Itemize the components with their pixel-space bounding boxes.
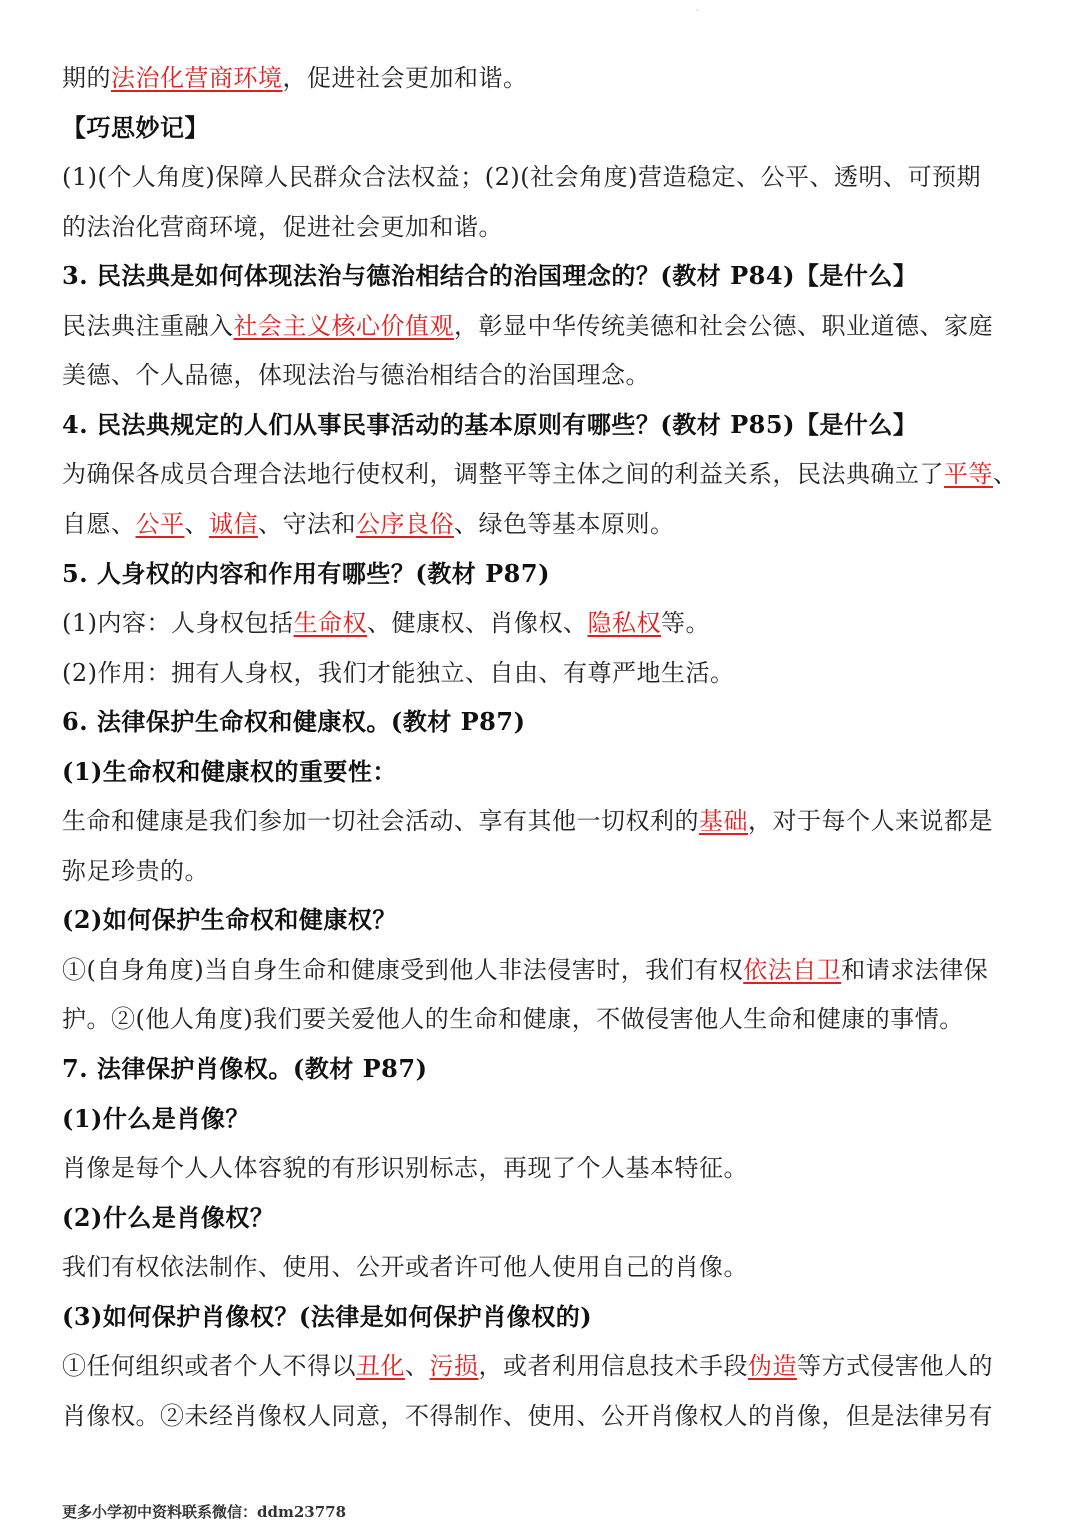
text-line	[62, 999, 1022, 1039]
text-segment: (2)作用：拥有人身权，我们才能独立、自由、有尊严地生活。	[62, 659, 735, 687]
text-segment: 我们有权依法制作、使用、公开或者许可他人使用自己的肖像。	[62, 1253, 748, 1281]
highlighted-term: 诚信	[209, 510, 258, 538]
text-segment: 肖像权。②未经肖像权人同意，不得制作、使用、公开肖像权人的肖像，但是法律另有	[62, 1402, 993, 1430]
highlighted-term: 丑化	[356, 1352, 405, 1380]
text-segment: 期的	[62, 64, 111, 92]
text-segment: 自愿、	[62, 510, 136, 538]
text-segment: (3)如何保护肖像权？(法律是如何保护肖像权的)	[62, 1302, 593, 1331]
text-segment: 生命和健康是我们参加一切社会活动、享有其他一切权利的	[62, 807, 699, 835]
highlighted-term: 社会主义核心价值观	[233, 312, 454, 340]
text-segment: (1)内容：人身权包括	[62, 609, 294, 637]
section-heading	[62, 1297, 1022, 1337]
text-segment: ，对于每个人来说都是	[748, 807, 993, 835]
text-segment: 3. 民法典是如何体现法治与德治相结合的治国理念的？(教材 P84)【是什么】	[62, 261, 918, 290]
text-line	[62, 58, 1022, 98]
text-segment: 、	[184, 510, 209, 538]
text-segment: 、	[405, 1352, 430, 1380]
highlighted-term: 法治化营商环境	[111, 64, 283, 92]
highlighted-term: 生命权	[293, 609, 367, 637]
text-line	[62, 603, 1022, 643]
text-line	[62, 801, 1022, 841]
top-mark: ·	[696, 6, 699, 15]
text-segment: (1)什么是肖像？	[62, 1104, 250, 1133]
text-line	[62, 454, 1022, 494]
text-segment: (1)(个人角度)保障人民群众合法权益；(2)(社会角度)营造稳定、公平、透明、可预期	[62, 163, 981, 191]
highlighted-term: 隐私权	[587, 609, 661, 637]
text-segment: 为确保各成员合理合法地行使权利，调整平等主体之间的利益关系，民法典确立了	[62, 460, 944, 488]
text-segment: 、	[993, 460, 1018, 488]
text-line	[62, 157, 1022, 197]
text-segment: (1)生命权和健康权的重要性：	[62, 757, 397, 786]
section-heading	[62, 1099, 1022, 1139]
highlighted-term: 平等	[944, 460, 993, 488]
footer-contact: 更多小学初中资料联系微信：ddm23778	[62, 1503, 347, 1521]
text-segment: 7. 法律保护肖像权。(教材 P87)	[62, 1054, 428, 1083]
section-heading	[62, 405, 1022, 445]
text-line	[62, 306, 1022, 346]
text-line	[62, 207, 1022, 247]
text-segment: 等。	[661, 609, 710, 637]
text-segment: ①(自身角度)当自身生命和健康受到他人非法侵害时，我们有权	[62, 956, 744, 984]
text-segment: 和请求法律保	[841, 956, 989, 984]
text-segment: 等方式侵害他人的	[797, 1352, 993, 1380]
section-heading	[62, 256, 1022, 296]
text-segment: 5. 人身权的内容和作用有哪些？(教材 P87)	[62, 559, 550, 588]
text-segment: (2)什么是肖像权？	[62, 1203, 275, 1232]
section-heading	[62, 702, 1022, 742]
section-heading	[62, 108, 1022, 148]
text-segment: 民法典注重融入	[62, 312, 234, 340]
section-heading	[62, 900, 1022, 940]
text-line	[62, 653, 1022, 693]
text-segment: ，或者利用信息技术手段	[478, 1352, 748, 1380]
text-line	[62, 950, 1022, 990]
text-segment: 美德、个人品德，体现法治与德治相结合的治国理念。	[62, 361, 650, 389]
text-segment: 【巧思妙记】	[62, 113, 209, 142]
highlighted-term: 公平	[135, 510, 185, 538]
highlighted-term: 基础	[699, 807, 748, 835]
text-segment: 弥足珍贵的。	[62, 857, 209, 885]
text-segment: 、健康权、肖像权、	[367, 609, 588, 637]
text-line	[62, 851, 1022, 891]
text-line	[62, 1346, 1022, 1386]
text-segment: 4. 民法典规定的人们从事民事活动的基本原则有哪些？(教材 P85)【是什么】	[62, 410, 918, 439]
section-heading	[62, 752, 1022, 792]
text-line	[62, 1396, 1022, 1436]
text-segment: 护。②(他人角度)我们要关爱他人的生命和健康，不做侵害他人生命和健康的事情。	[62, 1005, 964, 1033]
text-segment: 、绿色等基本原则。	[454, 510, 675, 538]
section-heading	[62, 554, 1022, 594]
text-line	[62, 1148, 1022, 1188]
text-segment: 6. 法律保护生命权和健康权。(教材 P87)	[62, 707, 526, 736]
highlighted-term: 污损	[429, 1352, 479, 1380]
text-segment: (2)如何保护生命权和健康权？	[62, 905, 397, 934]
highlighted-term: 公序良俗	[356, 510, 454, 538]
text-segment: 肖像是每个人人体容貌的有形识别标志，再现了个人基本特征。	[62, 1154, 748, 1182]
text-segment: 的法治化营商环境，促进社会更加和谐。	[62, 213, 503, 241]
text-segment: ，促进社会更加和谐。	[282, 64, 528, 92]
text-line	[62, 355, 1022, 395]
highlighted-term: 伪造	[748, 1352, 797, 1380]
text-line	[62, 1247, 1022, 1287]
section-heading	[62, 1049, 1022, 1089]
text-segment: 、守法和	[258, 510, 356, 538]
text-segment: ①任何组织或者个人不得以	[62, 1352, 356, 1380]
highlighted-term: 依法自卫	[743, 956, 842, 984]
text-line	[62, 504, 1022, 544]
text-segment: ，彰显中华传统美德和社会公德、职业道德、家庭	[454, 312, 993, 340]
section-heading	[62, 1198, 1022, 1238]
